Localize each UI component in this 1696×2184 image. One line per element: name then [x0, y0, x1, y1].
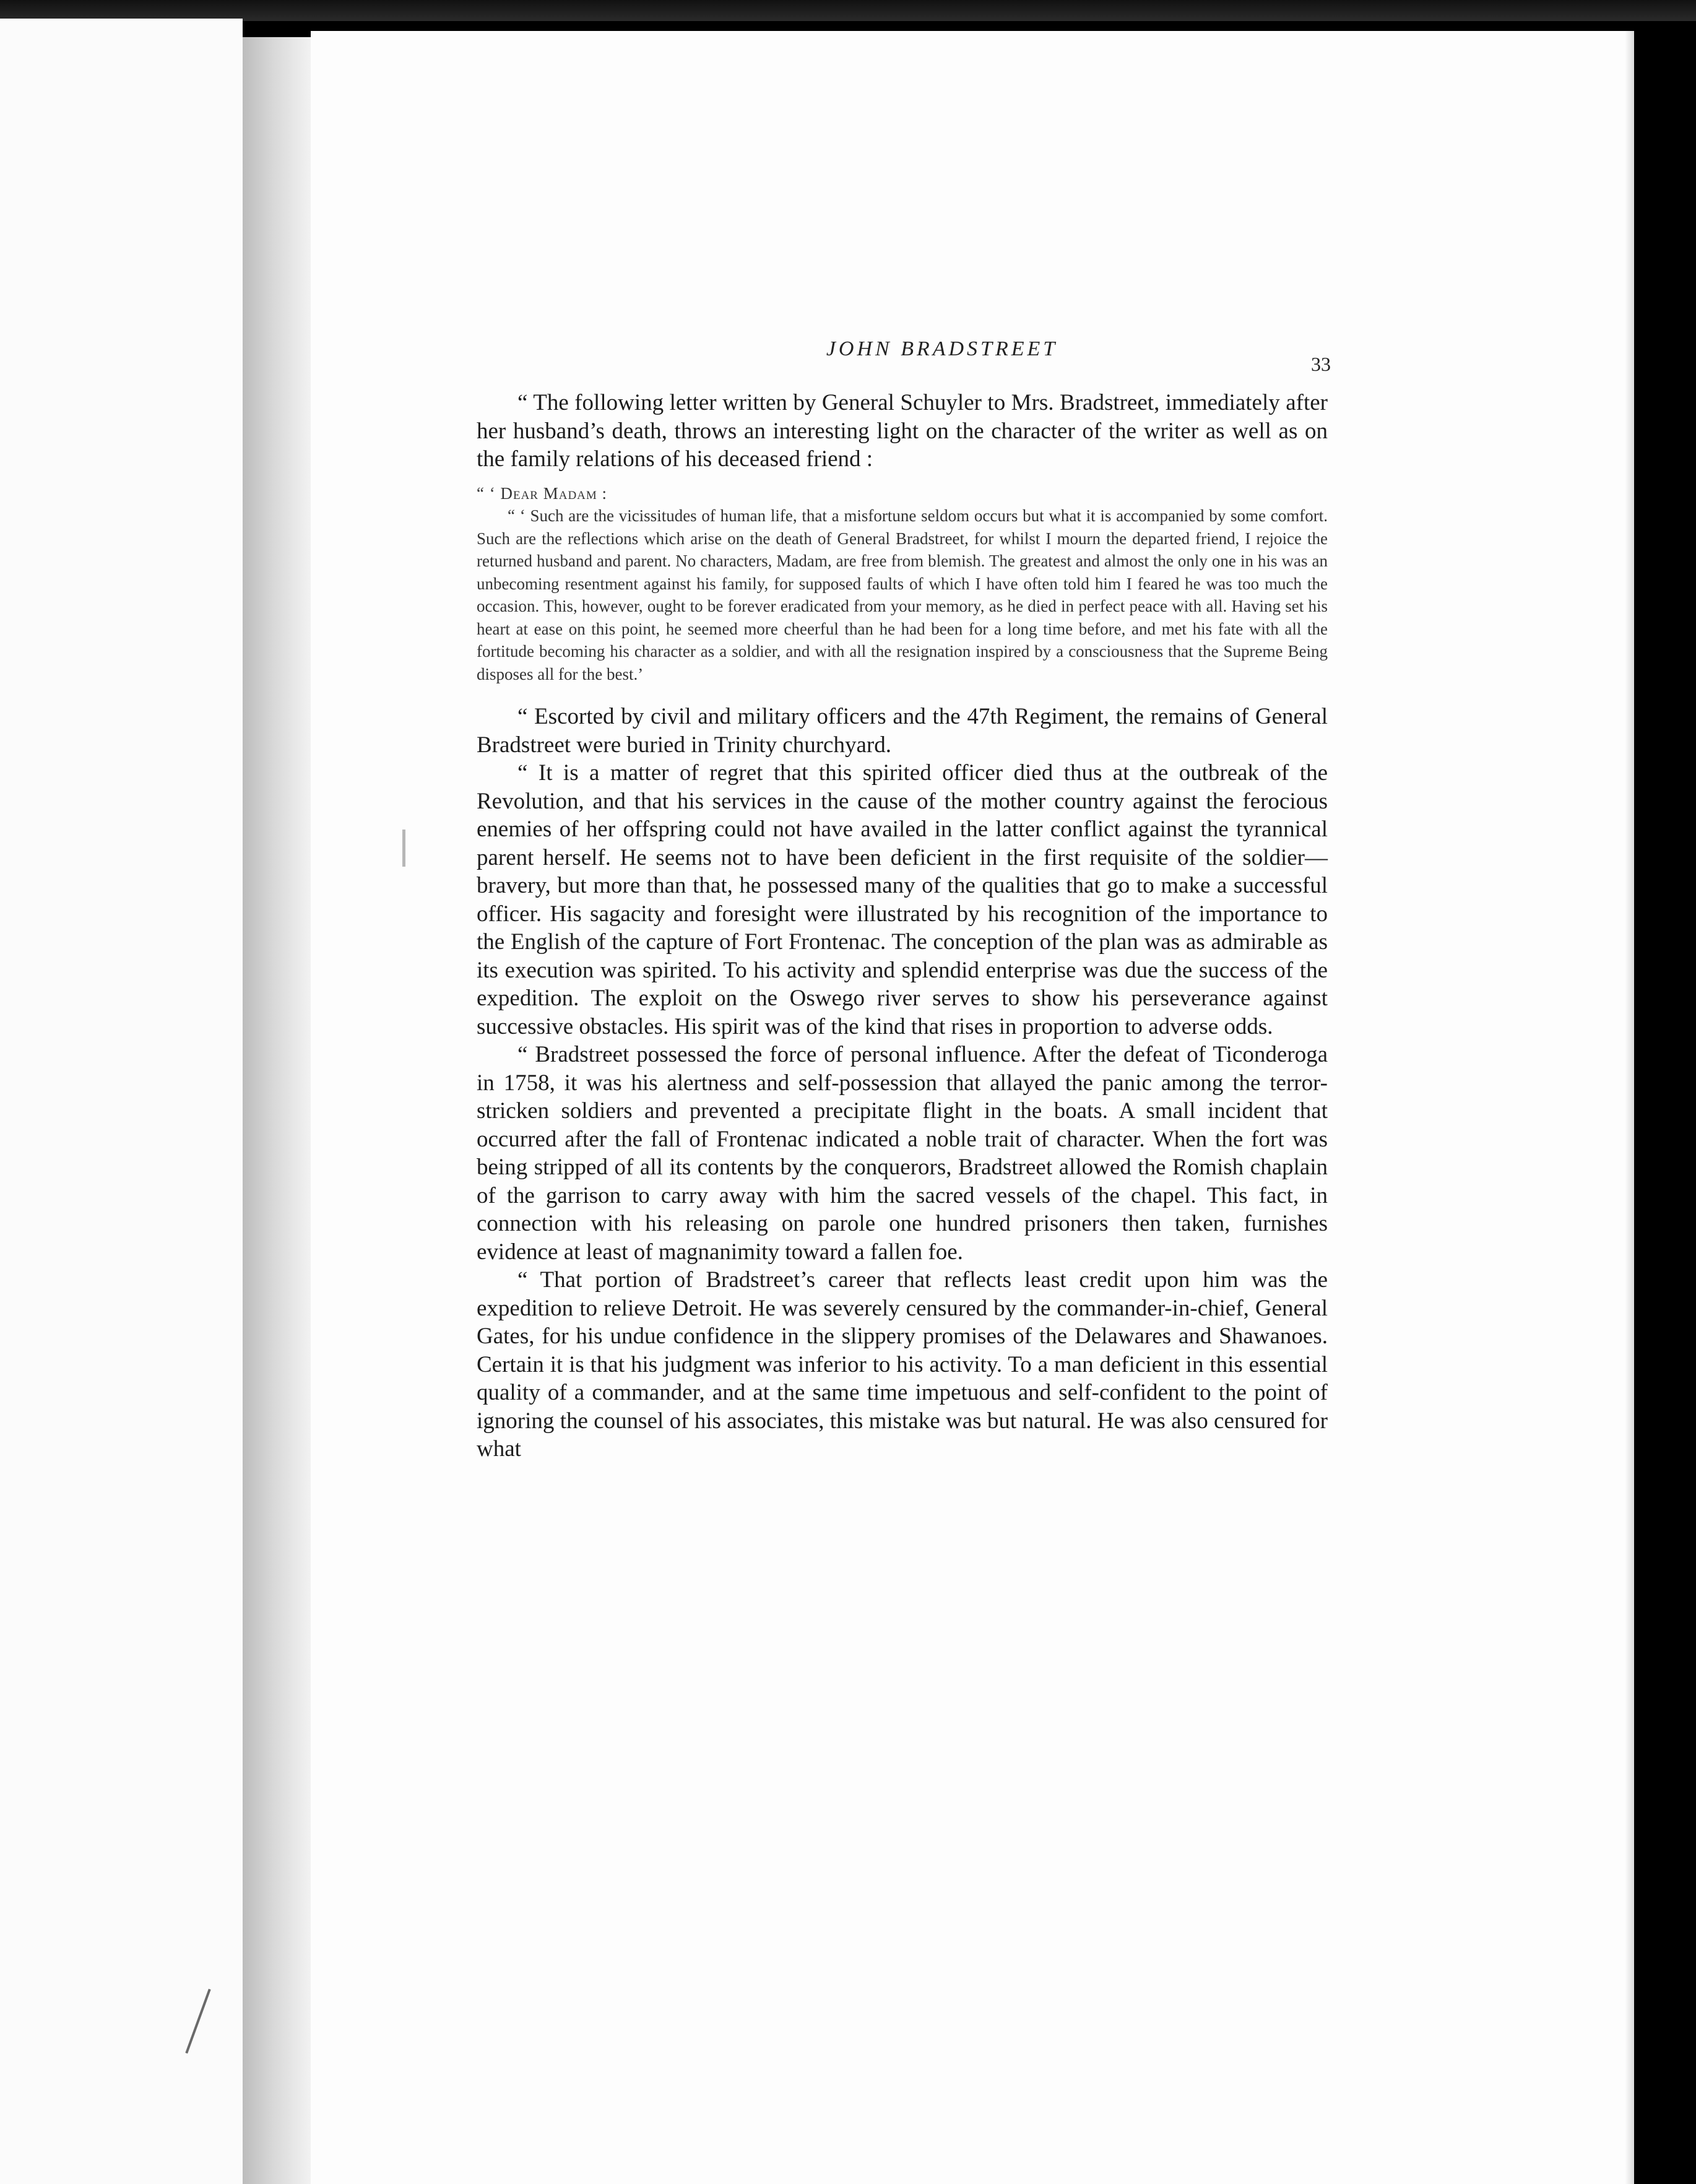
paragraph-regret: “ It is a matter of regret that this spirited officer died thus at the outbreak of the Revolution, and that his services in the cause of the mother country against the ferocious enemies of her offspring could not have availed in the latter conflict against the tyrannical parent herself. He seems not to have been deficient in the first requisite of the soldier—bravery, but more than that, he possessed many of the qualities that go to make a successful officer. His sagacity and foresight were illustrated by his recognition of the importance to the English of the capture of Fort Frontenac. The conception of the plan was as admirable as its execution was spirited. To his activity and splendid enterprise was due the success of the expedition. The exploit on the Oswego river serves to show his perseverance against successive obstacles. His spirit was of the kind that rises in proportion to adverse odds.: [477, 760, 1328, 1039]
quoted-letter: [477, 482, 1328, 686]
letter-salutation: “ ‘ Dear Madam :: [477, 483, 608, 503]
intro-paragraph: “ The following letter written by General Schuyler to Mrs. Bradstreet, immediately after her husband’s death, throws an interesting light on the character of the writer as well as on the family relations of his deceased friend :: [477, 390, 1328, 472]
book-gutter-shadow: [243, 37, 311, 2184]
scan-top-border: [0, 0, 1696, 21]
page-number: 33: [1311, 353, 1331, 375]
page-body: [477, 389, 1328, 1463]
facing-page-left: [0, 19, 243, 2184]
running-head: JOHN BRADSTREET: [826, 337, 1058, 360]
letter-body: “ ‘ Such are the vicissitudes of human life, that a misfortune seldom occurs but what it is accompanied by some comfort. Such are the reflections which arise on the death of General Bradstreet, for whilst I mourn the departed friend, I rejoice the returned husband and parent. No characters, Madam, are free from blemish. The greatest and almost the only one in his was an unbecoming resentment against his family, for supposed faults of which I have often told him I feared he was too much the occasion. This, however, ought to be forever eradicated from your memory, as he died in perfect peace with all. Having set his heart at ease on this point, he seemed more cheerful than he had been for a long time before, and met his fate with all the fortitude becoming his character as a soldier, and with all the resignation inspired by a consciousness that the Supreme Being disposes all for the best.’: [477, 506, 1328, 683]
stray-pen-mark: [185, 1989, 210, 2054]
paragraph-detroit: “ That portion of Bradstreet’s career that reflects least credit upon him was the expedition to relieve Detroit. He was severely censured by the commander-in-chief, General Gates, for his undue confidence in the slippery promises of the Delawares and Shawanoes. Certain it is that his judgment was inferior to his activity. To a man deficient in this essential quality of a commander, and at the same time impetuous and self-confident to the point of ignoring the counsel of his associates, this mistake was but natural. He was also censured for what: [477, 1267, 1328, 1462]
scan-right-border: [1634, 21, 1696, 2184]
paragraph-burial: “ Escorted by civil and military officers and the 47th Regiment, the remains of General Bradstreet were buried in Trinity churchyard.: [477, 704, 1328, 758]
paragraph-influence: “ Bradstreet possessed the force of personal influence. After the defeat of Ticonderoga in 1758, it was his alertness and self-possession that allayed the panic among the terror-stricken soldiers and prevented a precipitate flight in the boats. A small incident that occurred after the fall of Frontenac indicated a noble trait of character. When the fort was being stripped of all its contents by the conquerors, Bradstreet allowed the Romish chaplain of the garrison to carry away with him the sacred vessels of the chapel. This fact, in connection with his releasing on parole one hundred prisoners then taken, furnishes evidence at least of magnanimity toward a fallen foe.: [477, 1042, 1328, 1265]
margin-smudge: [402, 830, 405, 867]
page-edge-shadow: [1625, 31, 1634, 2184]
